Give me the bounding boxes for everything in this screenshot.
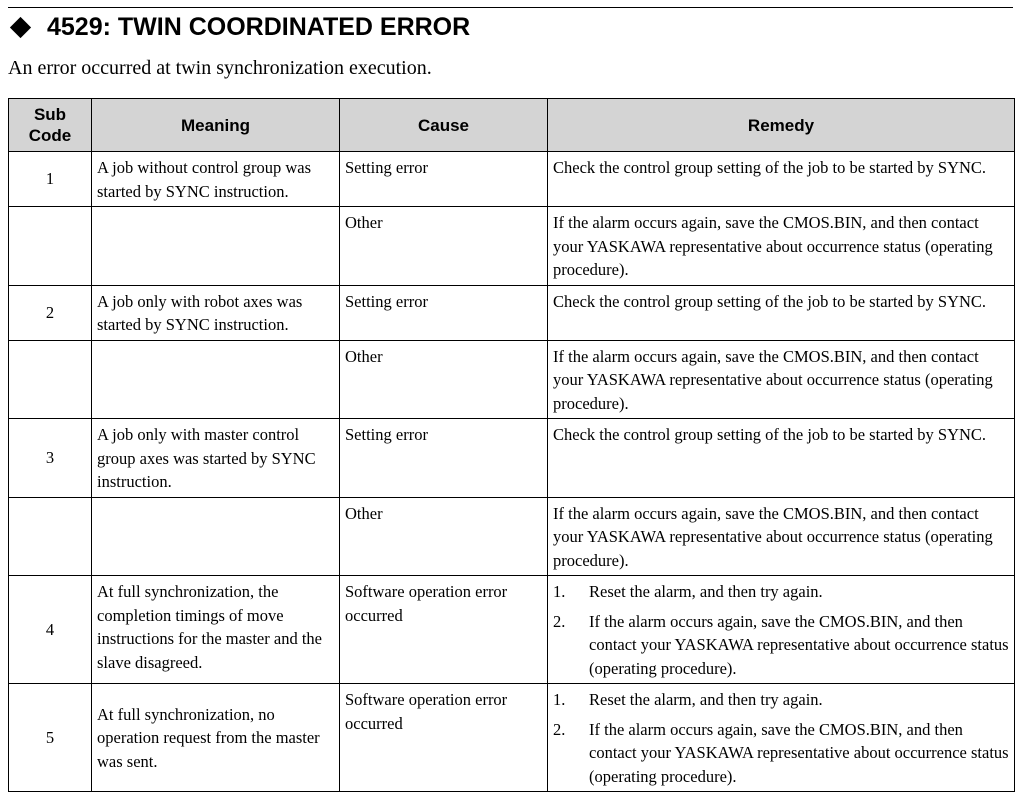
meaning-cell bbox=[92, 207, 340, 286]
top-rule bbox=[8, 7, 1013, 8]
step-text: Reset the alarm, and then try again. bbox=[589, 582, 823, 601]
step-number: 1. bbox=[553, 582, 566, 601]
diamond-bullet-icon bbox=[10, 16, 31, 37]
table-row bbox=[9, 340, 1015, 419]
remedy-cell: Check the control group setting of the job to be started by SYNC. bbox=[548, 419, 1015, 498]
alarm-title: 4529: TWIN COORDINATED ERROR bbox=[47, 12, 471, 41]
header-meaning: Meaning bbox=[92, 99, 340, 152]
meaning-cell: A job only with robot axes was started by SYNC instruction. bbox=[92, 285, 340, 340]
cause-cell: Other bbox=[340, 340, 548, 419]
meaning-cell: At full synchronization, no operation request from the master was sent. bbox=[92, 684, 340, 792]
cause-cell: Other bbox=[340, 207, 548, 286]
step-text: If the alarm occurs again, save the CMOS.BIN, and then contact your YASKAWA representative about occurrence status (operating procedure). bbox=[589, 611, 1009, 678]
remedy-steps bbox=[553, 688, 1009, 788]
table-row bbox=[9, 497, 1015, 576]
alarm-subcode-table bbox=[8, 98, 1015, 792]
step-number: 2. bbox=[553, 611, 566, 631]
remedy-step bbox=[553, 580, 1009, 604]
table-row bbox=[9, 576, 1015, 684]
remedy-step bbox=[553, 610, 1009, 681]
sub-code-cell: 1 bbox=[9, 152, 92, 207]
remedy-cell: If the alarm occurs again, save the CMOS.BIN, and then contact your YASKAWA representative about occurrence status (operating procedure). bbox=[548, 340, 1015, 419]
sub-code-cell: 4 bbox=[9, 576, 92, 684]
step-text: Reset the alarm, and then try again. bbox=[589, 690, 823, 709]
step-number: 1. bbox=[553, 690, 566, 709]
remedy-cell bbox=[548, 576, 1015, 684]
cause-cell: Setting error bbox=[340, 285, 548, 340]
cause-cell: Setting error bbox=[340, 419, 548, 498]
cause-cell: Other bbox=[340, 497, 548, 576]
alarm-heading bbox=[10, 11, 470, 43]
remedy-cell: If the alarm occurs again, save the CMOS.BIN, and then contact your YASKAWA representative about occurrence status (operating procedure). bbox=[548, 207, 1015, 286]
remedy-cell bbox=[548, 684, 1015, 792]
table-row bbox=[9, 285, 1015, 340]
remedy-cell: If the alarm occurs again, save the CMOS.BIN, and then contact your YASKAWA representative about occurrence status (operating procedure). bbox=[548, 497, 1015, 576]
table-row bbox=[9, 152, 1015, 207]
sub-code-cell bbox=[9, 497, 92, 576]
sub-code-cell: 3 bbox=[9, 419, 92, 498]
sub-code-cell bbox=[9, 207, 92, 286]
header-sub-code: Sub Code bbox=[9, 99, 92, 152]
header-cause: Cause bbox=[340, 99, 548, 152]
meaning-cell: A job only with master control group axes was started by SYNC instruction. bbox=[92, 419, 340, 498]
meaning-cell bbox=[92, 497, 340, 576]
alarm-description: An error occurred at twin synchronization execution. bbox=[8, 57, 432, 79]
header-remedy: Remedy bbox=[548, 99, 1015, 152]
table-header-row bbox=[9, 99, 1015, 152]
sub-code-cell: 2 bbox=[9, 285, 92, 340]
meaning-cell: A job without control group was started by SYNC instruction. bbox=[92, 152, 340, 207]
remedy-step bbox=[553, 688, 1009, 712]
sub-code-cell bbox=[9, 340, 92, 419]
meaning-cell: At full synchronization, the completion timings of move instructions for the master and the slave disagreed. bbox=[92, 576, 340, 684]
remedy-step bbox=[553, 718, 1009, 789]
remedy-cell: Check the control group setting of the job to be started by SYNC. bbox=[548, 285, 1015, 340]
meaning-cell bbox=[92, 340, 340, 419]
remedy-steps bbox=[553, 580, 1009, 680]
table-row bbox=[9, 684, 1015, 792]
table-row bbox=[9, 419, 1015, 498]
table-row bbox=[9, 207, 1015, 286]
step-number: 2. bbox=[553, 719, 566, 739]
cause-cell: Software operation error occurred bbox=[340, 576, 548, 684]
remedy-cell: Check the control group setting of the job to be started by SYNC. bbox=[548, 152, 1015, 207]
sub-code-cell: 5 bbox=[9, 684, 92, 792]
step-text: If the alarm occurs again, save the CMOS.BIN, and then contact your YASKAWA representative about occurrence status (operating procedure). bbox=[589, 719, 1009, 786]
cause-cell: Software operation error occurred bbox=[340, 684, 548, 792]
cause-cell: Setting error bbox=[340, 152, 548, 207]
